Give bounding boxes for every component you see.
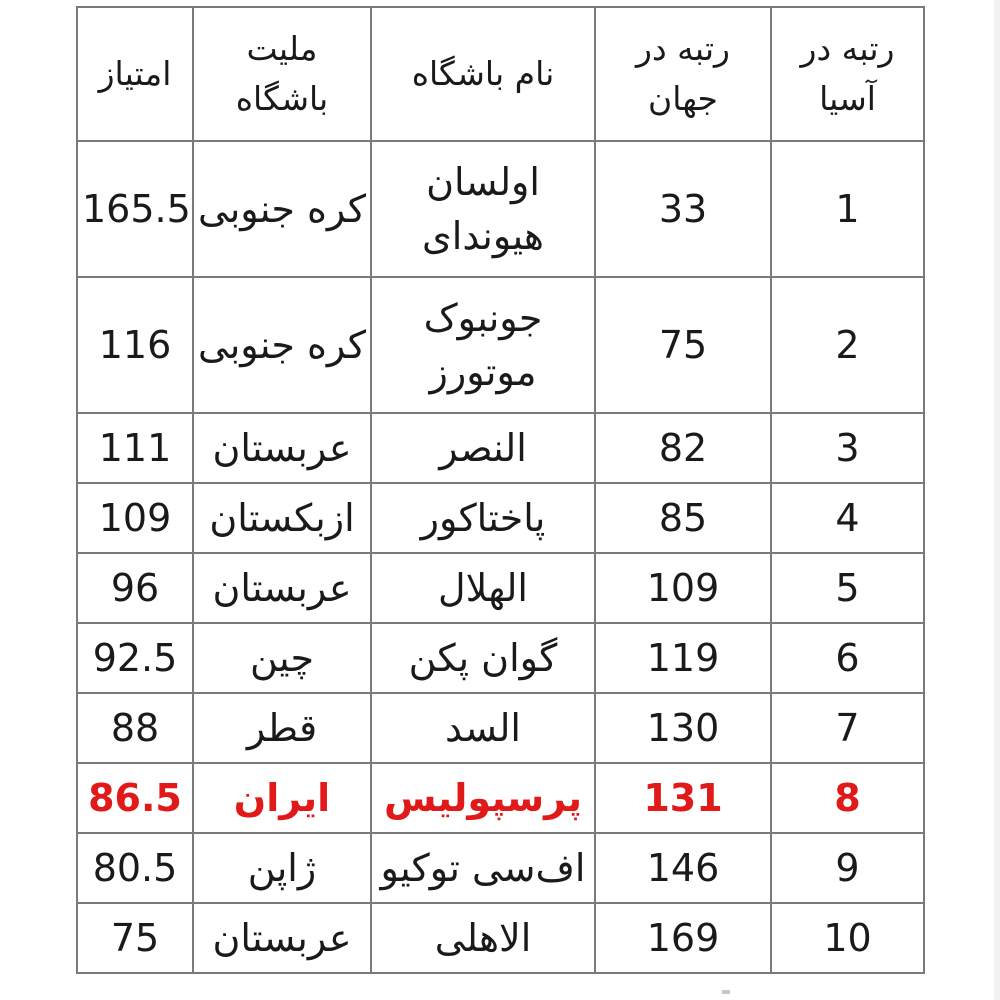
- cell-score: 86.5: [77, 763, 193, 833]
- cell-asia-rank: 9: [771, 833, 924, 903]
- cell-world-rank: 131: [595, 763, 771, 833]
- cell-score: 165.5: [77, 141, 193, 277]
- cell-nationality: کره جنوبی: [193, 277, 371, 413]
- cell-nationality: عربستان: [193, 413, 371, 483]
- cell-score: 88: [77, 693, 193, 763]
- header-asia-rank: رتبه در آسیا: [771, 7, 924, 141]
- cell-world-rank: 130: [595, 693, 771, 763]
- table-header-row: [77, 7, 924, 141]
- cell-asia-rank: 5: [771, 553, 924, 623]
- cell-club: السد: [371, 693, 595, 763]
- cell-asia-rank: 3: [771, 413, 924, 483]
- cell-asia-rank: 4: [771, 483, 924, 553]
- table-row: [77, 277, 924, 413]
- cell-nationality: کره جنوبی: [193, 141, 371, 277]
- cell-nationality: ایران: [193, 763, 371, 833]
- cell-nationality: ژاپن: [193, 833, 371, 903]
- cell-world-rank: 75: [595, 277, 771, 413]
- cell-club: الاهلی: [371, 903, 595, 973]
- cell-club: پاختاکور: [371, 483, 595, 553]
- cell-nationality: عربستان: [193, 903, 371, 973]
- table-row: [77, 413, 924, 483]
- cell-world-rank: 109: [595, 553, 771, 623]
- table-row-highlighted: [77, 763, 924, 833]
- header-world-rank: رتبه در جهان: [595, 7, 771, 141]
- table-row: [77, 141, 924, 277]
- cell-world-rank: 82: [595, 413, 771, 483]
- cell-club: گوان پکن: [371, 623, 595, 693]
- cell-world-rank: 169: [595, 903, 771, 973]
- cell-score: 80.5: [77, 833, 193, 903]
- cell-nationality: عربستان: [193, 553, 371, 623]
- ranking-table: [76, 6, 925, 974]
- cell-score: 92.5: [77, 623, 193, 693]
- cell-world-rank: 85: [595, 483, 771, 553]
- table-row: [77, 693, 924, 763]
- header-score: امتیاز: [77, 7, 193, 141]
- cell-score: 96: [77, 553, 193, 623]
- cell-world-rank: 119: [595, 623, 771, 693]
- cell-asia-rank: 6: [771, 623, 924, 693]
- table-row: [77, 903, 924, 973]
- cell-score: 109: [77, 483, 193, 553]
- cell-asia-rank: 2: [771, 277, 924, 413]
- table-row: [77, 623, 924, 693]
- cell-score: 111: [77, 413, 193, 483]
- cell-club: النصر: [371, 413, 595, 483]
- cell-asia-rank: 8: [771, 763, 924, 833]
- cell-club: جونبوک موتورز: [371, 277, 595, 413]
- cell-score: 75: [77, 903, 193, 973]
- cell-club: اولسان هیوندای: [371, 141, 595, 277]
- cell-nationality: چین: [193, 623, 371, 693]
- table-row: [77, 553, 924, 623]
- cell-club: اف‌سی توکیو: [371, 833, 595, 903]
- cell-world-rank: 146: [595, 833, 771, 903]
- header-nationality: ملیت باشگاه: [193, 7, 371, 141]
- cell-score: 116: [77, 277, 193, 413]
- cell-nationality: قطر: [193, 693, 371, 763]
- cell-club: پرسپولیس: [371, 763, 595, 833]
- cell-nationality: ازبکستان: [193, 483, 371, 553]
- footer-mark: [722, 990, 730, 994]
- table-row: [77, 483, 924, 553]
- cell-club: الهلال: [371, 553, 595, 623]
- cell-asia-rank: 7: [771, 693, 924, 763]
- table-row: [77, 833, 924, 903]
- cell-asia-rank: 1: [771, 141, 924, 277]
- cell-asia-rank: 10: [771, 903, 924, 973]
- cell-world-rank: 33: [595, 141, 771, 277]
- header-club: نام باشگاه: [371, 7, 595, 141]
